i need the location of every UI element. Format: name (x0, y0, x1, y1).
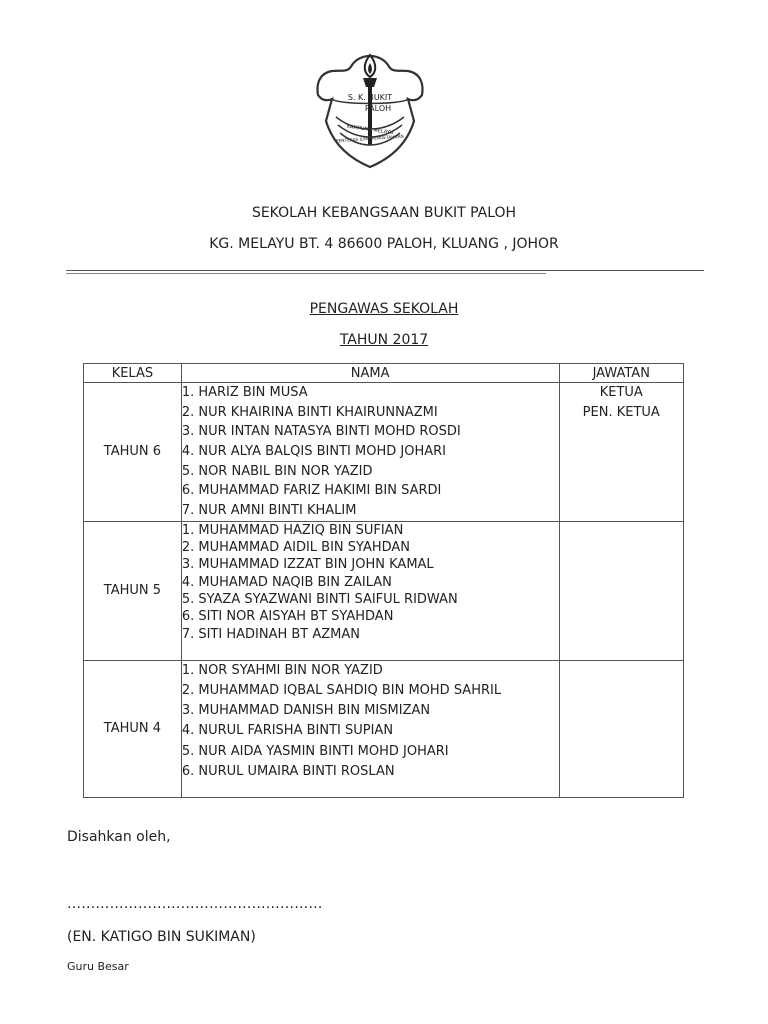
list-item: 3. NUR INTAN NATASYA BINTI MOHD ROSDI (181, 424, 461, 440)
list-item: 3. MUHAMMAD DANISH BIN MISMIZAN (181, 703, 431, 719)
column-header-kelas: KELAS (84, 364, 182, 383)
crest-ribbon-line2: PENTERAS ILMU PENGETAHUAN (335, 134, 405, 145)
list-item: 7. NUR AMNI BINTI KHALIM (181, 503, 357, 519)
list-item: 4. NURUL FARISHA BINTI SUPIAN (181, 723, 394, 739)
prefects-table (83, 363, 684, 798)
list-item: 5. NOR NABIL BIN NOR YAZID (181, 463, 373, 479)
names-cell (181, 383, 559, 522)
positions-cell (559, 383, 684, 522)
list-item: 1. HARIZ BIN MUSA (181, 385, 308, 400)
document-subtitle: TAHUN 2017 (339, 332, 429, 348)
table-row-tahun-6 (84, 383, 684, 522)
list-item: 6. MUHAMMAD FARIZ HAKIMI BIN SARDI (181, 483, 442, 499)
list-item: 1. NOR SYAHMI BIN NOR YAZID (181, 662, 383, 678)
school-crest-logo (308, 43, 432, 175)
table-row-tahun-5 (84, 521, 684, 660)
table-row-tahun-4 (84, 660, 684, 797)
header-divider-secondary (66, 273, 546, 274)
signer-title: Guru Besar (67, 960, 129, 973)
list-item: 7. SITI HADINAH BT AZMAN (181, 626, 361, 642)
positions-cell (559, 660, 684, 797)
list-item: 3. MUHAMMAD IZZAT BIN JOHN KAMAL (181, 557, 434, 573)
list-item: 6. SITI NOR AISYAH BT SYAHDAN (181, 609, 394, 625)
kelas-cell: TAHUN 5 (84, 521, 182, 660)
school-address: KG. MELAYU BT. 4 86600 PALOH, KLUANG , JOHOR (209, 236, 559, 252)
position-item: PEN. KETUA (582, 404, 660, 420)
signature-line: ……………………………………………… (67, 896, 323, 912)
positions-cell (559, 521, 684, 660)
signer-name: (EN. KATIGO BIN SUKIMAN) (67, 929, 256, 945)
document-title: PENGAWAS SEKOLAH (309, 301, 459, 317)
list-item: 4. MUHAMAD NAQIB BIN ZAILAN (181, 574, 392, 590)
kelas-cell: TAHUN 6 (84, 383, 182, 522)
crest-text-line1: S. K. BUKIT (347, 93, 393, 102)
header-divider (66, 270, 704, 271)
list-item: 2. MUHAMMAD AIDIL BIN SYAHDAN (181, 540, 411, 556)
names-cell (181, 660, 559, 797)
names-cell (181, 521, 559, 660)
list-item: 5. NUR AIDA YASMIN BINTI MOHD JOHARI (181, 743, 449, 759)
list-item: 6. NURUL UMAIRA BINTI ROSLAN (181, 763, 395, 779)
approved-by-label: Disahkan oleh, (67, 829, 171, 845)
list-item: 2. NUR KHAIRINA BINTI KHAIRUNNAZMI (181, 404, 438, 420)
list-item: 4. NUR ALYA BALQIS BINTI MOHD JOHARI (181, 444, 446, 460)
position-item: KETUA (599, 385, 643, 400)
crest-ribbon-line1: KAMPUNG MELAYU (346, 123, 394, 137)
school-name: SEKOLAH KEBANGSAAN BUKIT PALOH (251, 205, 517, 221)
table-header-row (84, 364, 684, 383)
crest-text-line2: PALOH (364, 104, 392, 113)
kelas-cell: TAHUN 4 (84, 660, 182, 797)
column-header-nama: NAMA (181, 364, 559, 383)
list-item: 1. MUHAMMAD HAZIQ BIN SUFIAN (181, 522, 404, 538)
list-item: 5. SYAZA SYAZWANI BINTI SAIFUL RIDWAN (181, 592, 458, 607)
column-header-jawatan: JAWATAN (559, 364, 684, 383)
list-item: 2. MUHAMMAD IQBAL SAHDIQ BIN MOHD SAHRIL (181, 683, 502, 698)
